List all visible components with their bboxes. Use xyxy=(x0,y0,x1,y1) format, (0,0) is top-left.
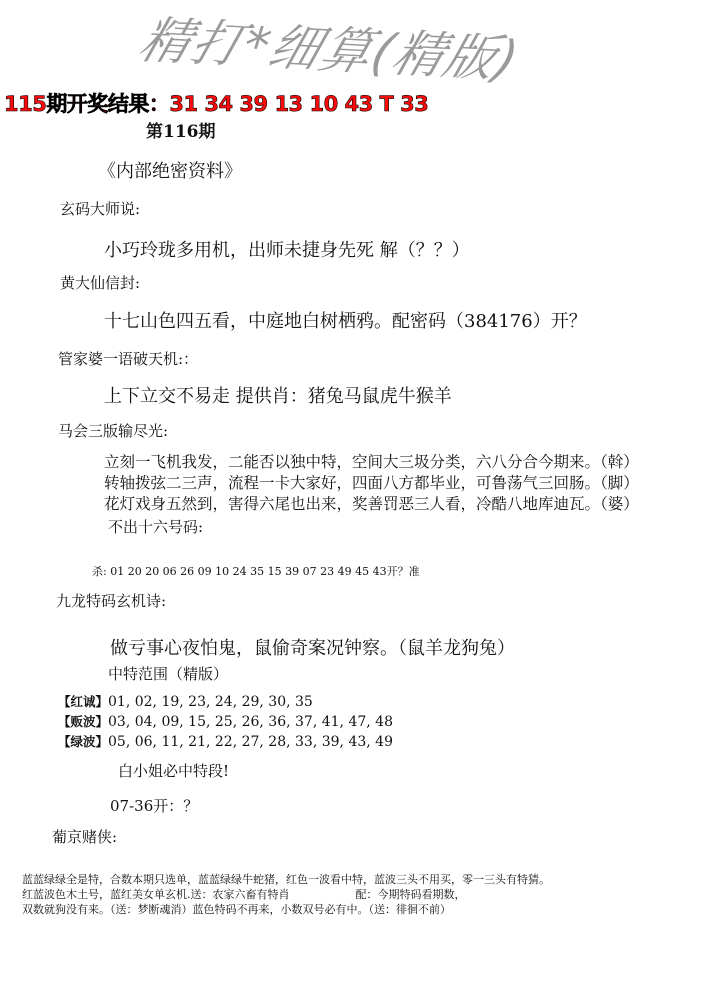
range-row-green xyxy=(58,732,393,750)
footer-line: 双数就狗没有来。（送：梦断魂消）蓝色特码不再来，小数双号必有中。（送：徘徊不前） xyxy=(22,903,451,916)
range-numbers: 03, 04, 09, 15, 25, 26, 36, 37, 41, 47, 48 xyxy=(108,714,393,730)
exclude-label: 不出十六号码: xyxy=(108,518,204,536)
housekeeper-text: 上下立交不易走 提供肖：猪兔马鼠虎牛猴羊 xyxy=(104,386,452,407)
poem-line: 转轴拨弦二三声，流程一卡大家好，四面八方都毕业，可鲁荡气三回肠。（脚） xyxy=(104,474,639,492)
issue-number: 第116期 xyxy=(146,122,216,142)
range-numbers: 01, 02, 19, 23, 24, 29, 30, 35 xyxy=(108,694,313,710)
range-row-blue xyxy=(58,712,393,730)
section-label-casino: 葡京赌侠: xyxy=(52,828,118,846)
range-tag: 【红诚】 xyxy=(58,694,109,709)
poem-line: 立刻一飞机我发，二能否以独中特，空间大三圾分类，六八分合今期来。（斡） xyxy=(104,453,639,471)
range-tip: 07-36开：？ xyxy=(110,797,199,815)
range-tag: 【绿波】 xyxy=(58,734,109,749)
range-numbers: 05, 06, 11, 21, 22, 27, 28, 33, 39, 43, 49 xyxy=(108,734,393,750)
envelope-text: 十七山色四五看，中庭地白树栖鸦。配密码（384176）开？ xyxy=(104,311,587,332)
section-label-nine-dragon: 九龙特码玄机诗: xyxy=(56,592,167,610)
section-label-envelope: 黄大仙信封: xyxy=(60,274,141,292)
section-label-housekeeper: 管家婆一语破天机:： xyxy=(58,350,199,368)
poem-block xyxy=(104,452,639,515)
draw-result: 115期开奖结果：31 34 39 13 10 43 T 33 xyxy=(4,92,429,116)
range-tag: 【贩波】 xyxy=(58,714,109,729)
range-title: 中特范围（精版） xyxy=(108,665,229,683)
banner-title: 精打*细算(精版) xyxy=(132,11,527,89)
footer-line: 蓝蓝绿绿全是特，合数本期只选单，蓝蓝绿绿牛蛇猪，红色一波看中特，蓝波三头不用买，零一三头有特猜。 xyxy=(22,873,550,886)
nine-dragon-poem: 做亏事心夜怕鬼，鼠偷奇案况钟察。（鼠羊龙狗兔） xyxy=(110,638,515,659)
white-lady-tip: 白小姐必中特段! xyxy=(118,762,230,780)
footer-line: 红蓝波色木土号，蓝红美女单玄机.送：农家六畜有特肖 配：今期特码看期数， xyxy=(22,888,466,901)
kill-numbers: 杀: 01 20 20 06 26 09 10 24 35 15 39 07 23 49 45 43开？准 xyxy=(92,565,420,578)
section-label-three-editions: 马会三版输尽光: xyxy=(58,422,169,440)
doc-title: 《内部绝密资料》 xyxy=(98,161,242,182)
range-row-red xyxy=(58,692,313,710)
footer-block xyxy=(22,872,550,917)
section-label-master: 玄码大师说: xyxy=(60,200,141,218)
master-riddle: 小巧玲珑多用机，出师未捷身先死 解（？？） xyxy=(104,240,470,261)
poem-line: 花灯戏身五然到，害得六尾也出来，奖善罚恶三人看，冷酷八地库迪瓦。（婆） xyxy=(104,495,639,513)
